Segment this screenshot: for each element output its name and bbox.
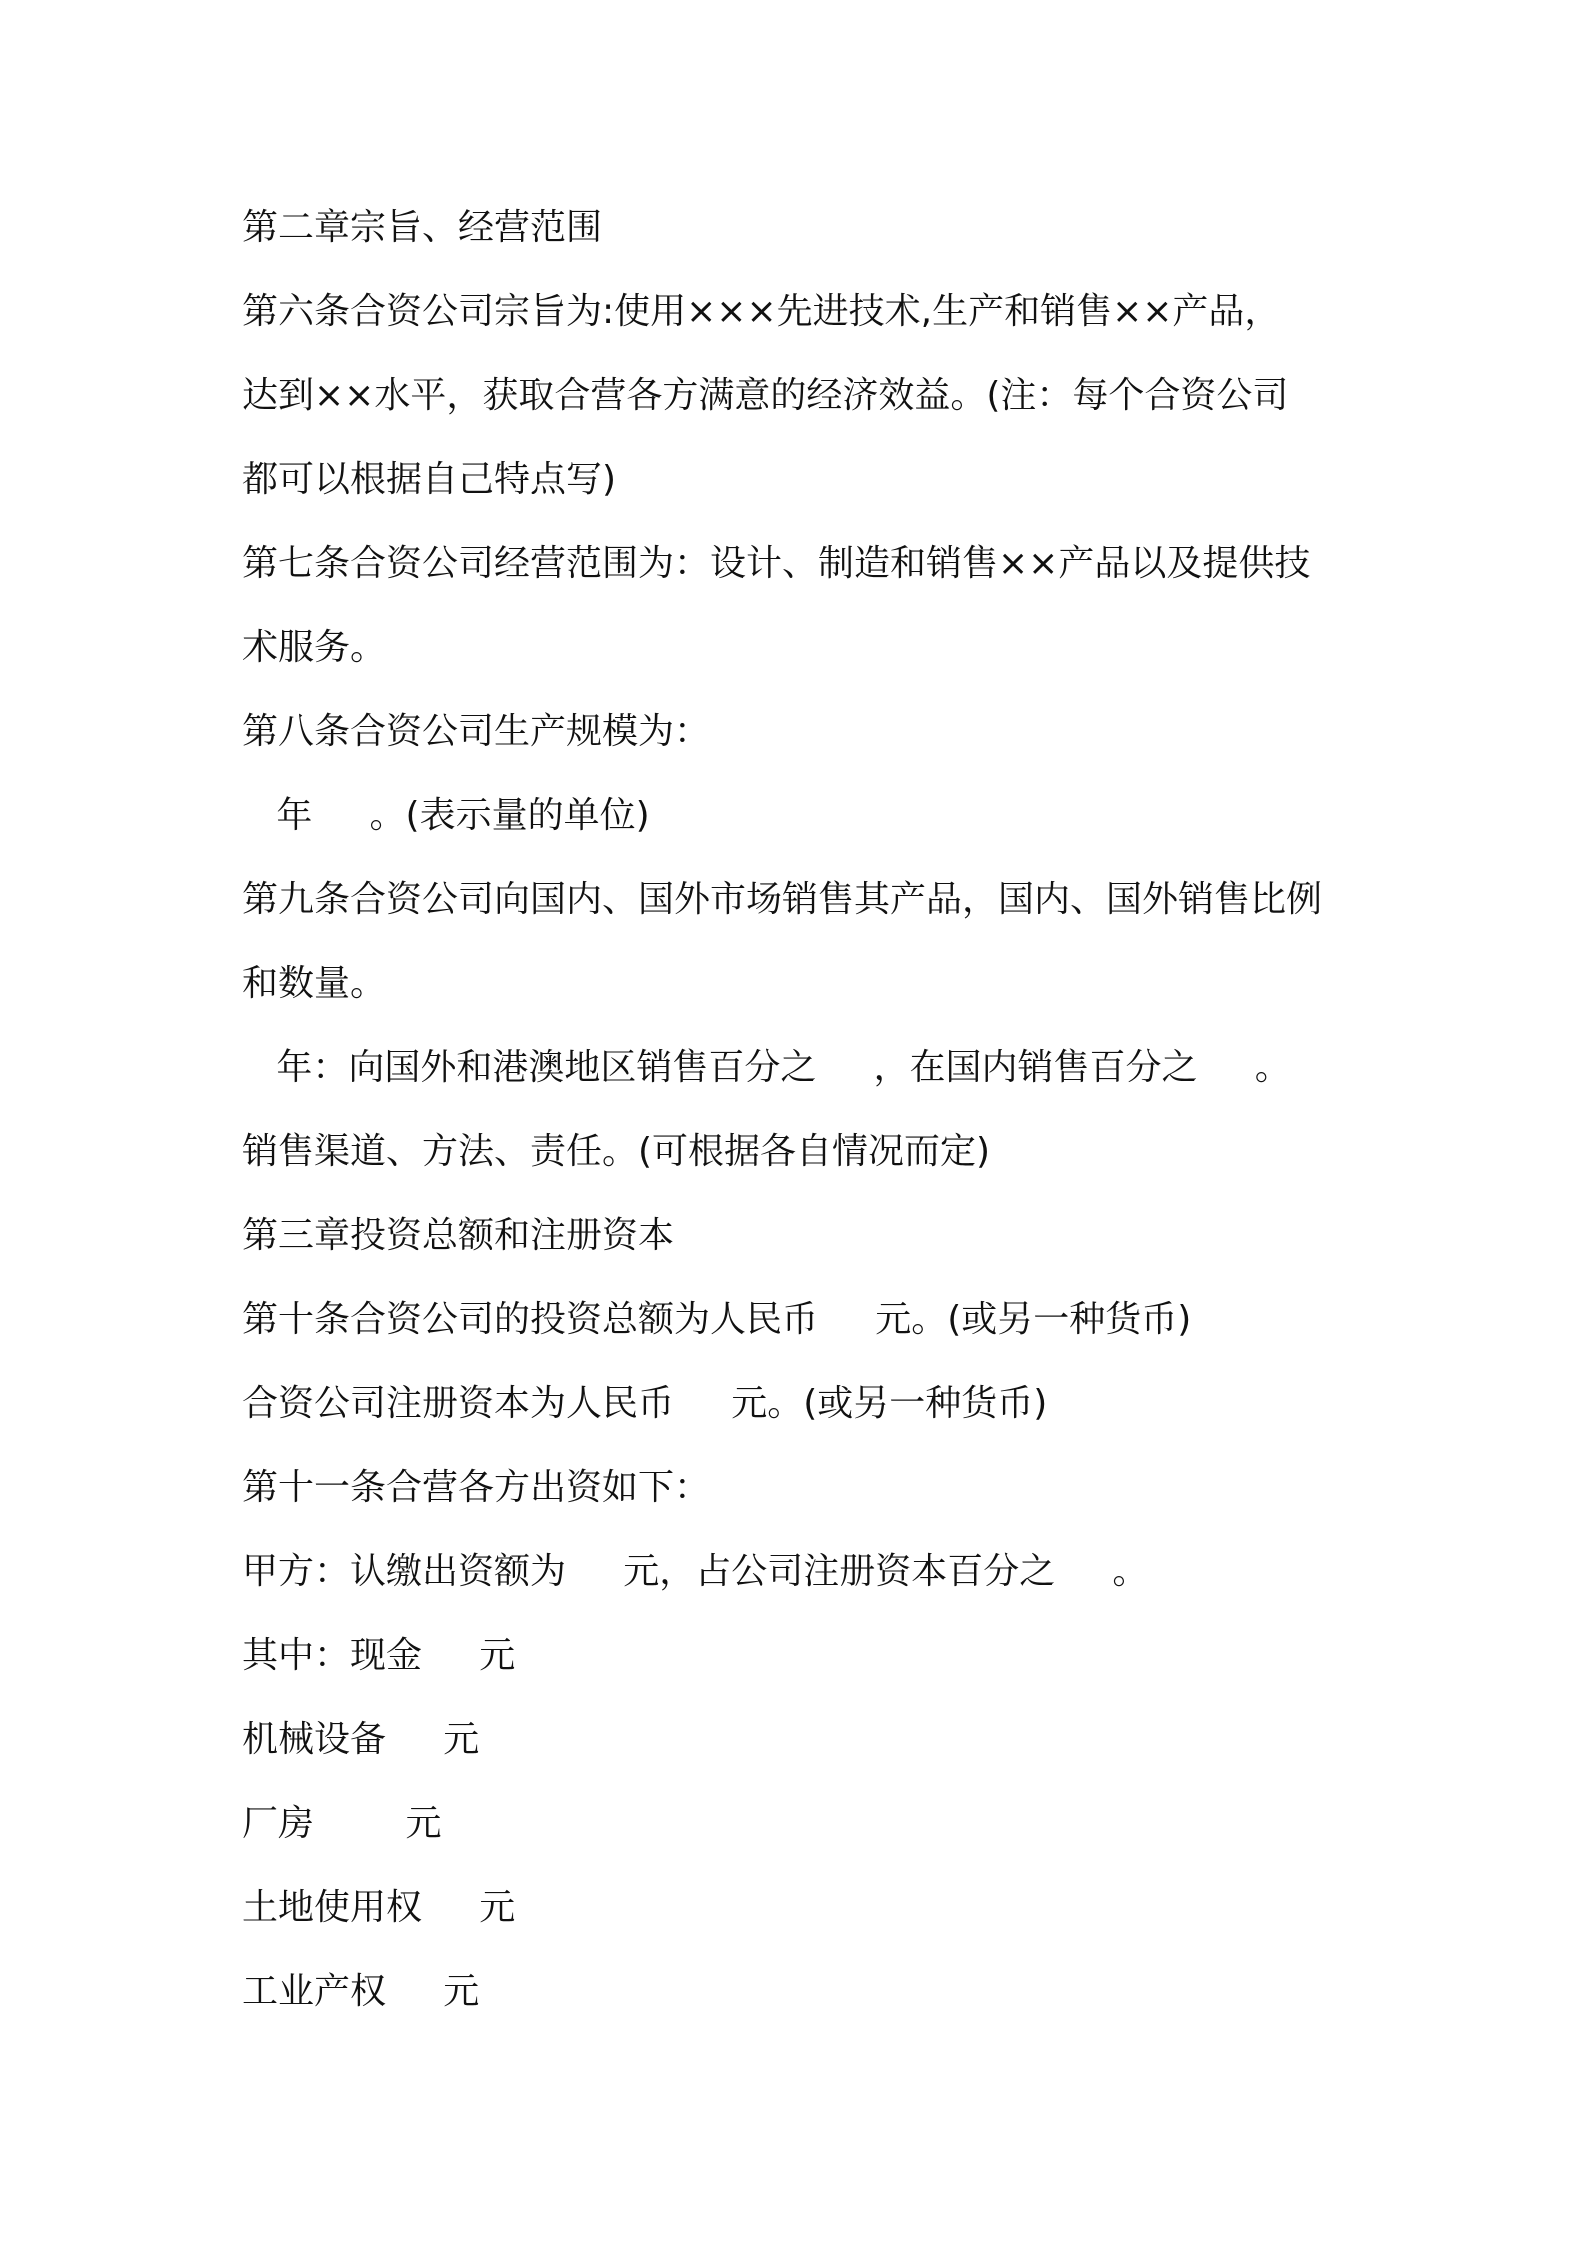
chapter-heading: 第二章宗旨、经营范围 xyxy=(242,207,603,248)
text-line: 第九条合资公司向国内、国外市场销售其产品，国内、国外销售比例 xyxy=(242,879,1323,920)
text-line: 合资公司注册资本为人民币 元。(或另一种货币) xyxy=(242,1383,1048,1424)
text-line: 其中：现金 元 xyxy=(242,1635,516,1676)
text-line: 第六条合资公司宗旨为:使用×××先进技术,生产和销售××产品， xyxy=(242,291,1281,332)
text-line: 土地使用权 元 xyxy=(242,1887,516,1928)
text-line: 机械设备 元 xyxy=(242,1719,480,1760)
text-line: 和数量。 xyxy=(242,963,387,1004)
text-line: 年：向国外和港澳地区销售百分之 ，在国内销售百分之 。 xyxy=(242,1047,1291,1088)
text-line: 甲方：认缴出资额为 元，占公司注册资本百分之 。 xyxy=(242,1551,1149,1592)
text-line: 术服务。 xyxy=(242,627,387,668)
text-line: 销售渠道、方法、责任。(可根据各自情况而定) xyxy=(242,1131,991,1172)
text-line: 年 。(表示量的单位) xyxy=(242,795,650,836)
text-line: 都可以根据自己特点写) xyxy=(242,459,617,500)
text-line: 第十一条合营各方出资如下： xyxy=(242,1467,711,1508)
chapter-heading: 第三章投资总额和注册资本 xyxy=(242,1215,675,1256)
text-line: 达到××水平，获取合营各方满意的经济效益。(注：每个合资公司 xyxy=(242,375,1289,416)
text-line: 第七条合资公司经营范围为：设计、制造和销售××产品以及提供技 xyxy=(242,543,1311,584)
text-line: 第十条合资公司的投资总额为人民币 元。(或另一种货币) xyxy=(242,1299,1192,1340)
text-line: 工业产权 元 xyxy=(242,1971,480,2012)
text-line: 厂房 元 xyxy=(242,1803,442,1844)
text-line: 第八条合资公司生产规模为： xyxy=(242,711,711,752)
